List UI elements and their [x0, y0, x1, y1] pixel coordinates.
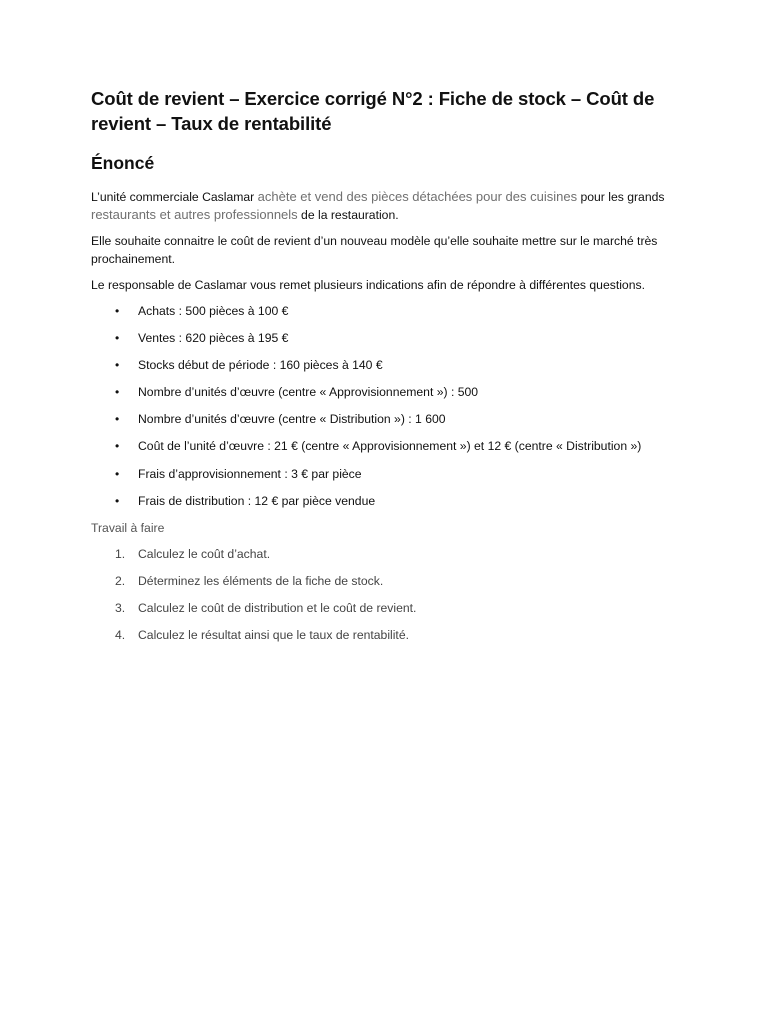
list-item-text: Frais de distribution : 12 € par pièce vendue	[138, 493, 376, 508]
tasks-label: Travail à faire	[91, 520, 165, 535]
bullet-icon: •	[115, 331, 120, 346]
list-item-text: Coût de l’unité d’œuvre : 21 € (centre « Approvisionnement ») et 12 € (centre « Distribution »)	[138, 439, 642, 454]
task-item	[91, 627, 691, 644]
list-item	[91, 384, 691, 402]
bullet-icon: •	[115, 412, 120, 427]
list-item-text: Stocks début de période : 160 pièces à 140 €	[138, 358, 383, 373]
bullet-icon: •	[115, 358, 120, 373]
instructions-paragraph: Le responsable de Caslamar vous remet plusieurs indications afin de répondre à différentes questions.	[91, 278, 645, 292]
intro-link-products[interactable]: achète et vend des pièces détachées pour des cuisines	[257, 189, 578, 204]
intro-paragraph	[91, 188, 691, 224]
task-text: Calculez le résultat ainsi que le taux de rentabilité.	[138, 627, 409, 642]
task-number: 4.	[115, 627, 126, 642]
task-text: Calculez le coût de distribution et le coût de revient.	[138, 600, 417, 615]
bullet-icon: •	[115, 385, 120, 400]
document-page	[91, 86, 691, 654]
bullet-icon: •	[115, 466, 120, 481]
context-paragraph: Elle souhaite connaitre le coût de revient d’un nouveau modèle qu’elle souhaite mettre sur le marché très prochainement.	[91, 234, 658, 266]
bullet-icon: •	[115, 439, 120, 454]
task-number: 3.	[115, 600, 126, 615]
intro-link-professionals[interactable]: restaurants et autres professionnels	[91, 207, 298, 222]
task-number: 2.	[115, 573, 126, 588]
list-item-text: Ventes : 620 pièces à 195 €	[138, 331, 289, 346]
intro-text-3: de la restauration.	[297, 208, 399, 222]
list-item	[91, 303, 691, 321]
data-bullet-list	[91, 303, 691, 510]
bullet-icon: •	[115, 304, 120, 318]
task-item	[91, 600, 691, 617]
task-item	[91, 546, 691, 563]
bullet-icon: •	[115, 493, 120, 508]
page-title: Coût de revient – Exercice corrigé N°2 : Fiche de stock – Coût de revient – Taux de rentabilité	[91, 88, 655, 134]
intro-text-1: L’unité commerciale Caslamar	[91, 190, 258, 204]
task-item	[91, 573, 691, 590]
list-item	[91, 411, 691, 429]
task-number: 1.	[115, 546, 126, 561]
list-item	[91, 438, 691, 456]
list-item-text: Frais d’approvisionnement : 3 € par pièce	[138, 466, 362, 481]
list-item	[91, 493, 691, 511]
task-text: Calculez le coût d’achat.	[138, 546, 271, 561]
list-item-text: Nombre d’unités d’œuvre (centre « Approvisionnement ») : 500	[138, 385, 479, 400]
list-item	[91, 357, 691, 375]
list-item	[91, 466, 691, 484]
task-text: Déterminez les éléments de la fiche de stock.	[138, 573, 384, 588]
tasks-list	[91, 546, 691, 644]
intro-text-2: pour les grands	[577, 190, 665, 204]
section-heading: Énoncé	[91, 153, 155, 173]
list-item-text: Nombre d’unités d’œuvre (centre « Distribution ») : 1 600	[138, 412, 446, 427]
list-item	[91, 330, 691, 348]
list-item-text: Achats : 500 pièces à 100 €	[138, 304, 289, 318]
